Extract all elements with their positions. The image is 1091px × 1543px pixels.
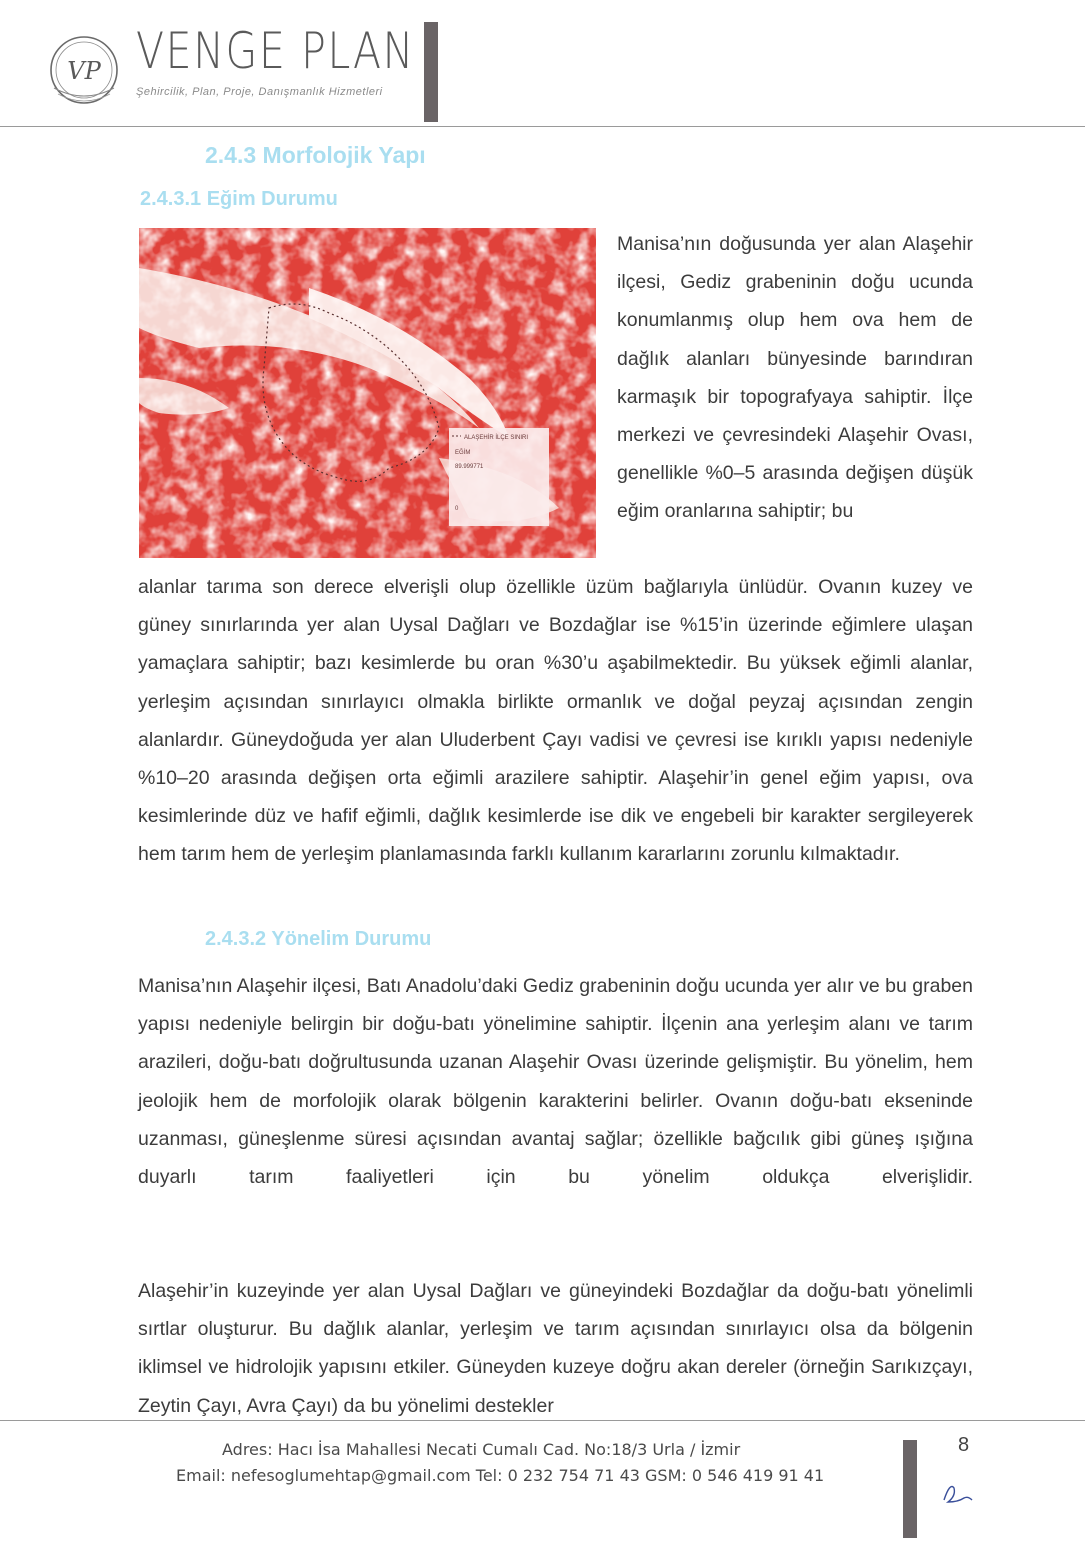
brand-tagline: Şehircilik, Plan, Proje, Danışmanlık Hizmetleri <box>136 86 383 98</box>
orientation-paragraph-2: Alaşehir’in kuzeyinde yer alan Uysal Dağları ve güneyindeki Bozdağlar da doğu-batı yönelimli sırtlar oluşturur. Bu dağlık alanlar, yerleşim ve tarım açısından sınırlayıcı olsa da bölgenin iklimsel ve hidrolojik yapısını etkiler. Güneyden kuzeye doğru akan dereler (örneğin Sarıkızçayı, Zeytin Çayı, Avra Çayı) da bu yönelimi destekler <box>138 1280 973 1417</box>
section-heading: 2.4.3 Morfolojik Yapı <box>205 142 426 168</box>
slope-body-paragraph: alanlar tarıma son derece elverişli olup özellikle üzüm bağlarıyla ünlüdür. Ovanın kuzey ve güney sınırlarında yer alan Uysal Dağları ve Bozdağlar ise %15’in üzerinde eğimlere ulaşan yamaçlara sahiptir; bazı kesimlerde bu oran %30’u aşabilmektedir. Bu yüksek eğimli alanlar, yerleşim açısından sınırlayıcı olmakla birlikte ormanlık ve doğal peyzaj açısından zengin alanlardır. Güneydoğuda yer alan Uluderbent Çayı vadisi ve çevresi ise kırıklı yapısı nedeniyle %10–20 arasında değişen orta eğimli arazilere sahiptir. Alaşehir’in genel eğim yapısı, ova kesimlerinde düz ve hafif eğimli, dağlık kesimlerde ise dik ve engebeli bir karakter sergileyerek hem tarım hem de yerleşim planlamasında farklı kullanım kararlarını zorunlu kılmaktadır. <box>138 576 973 866</box>
orientation-paragraph-1: Manisa’nın Alaşehir ilçesi, Batı Anadolu’daki Gediz grabeninin doğu ucunda yer alır ve bu graben yapısı nedeniyle belirgin bir doğu-batı yönelimine sahiptir. İlçenin ana yerleşim alanı ve tarım arazileri, doğu-batı doğrultusunda uzanan Alaşehir Ovası üzerinde gelişmiştir. Bu yönelim, hem jeolojik hem de morfolojik olarak bölgenin karakterini belirler. Ovanın doğu-batı ekseninde uzanması, güneşlenme süresi açısından avantaj sağlar; özellikle bağcılık gibi güneş ışığına duyarlı tarım faaliyetleri için bu yönelim oldukça elverişlidir. <box>138 975 973 1189</box>
map-legend-max: 89.999771 <box>455 464 484 470</box>
venge-plan-logo-icon <box>44 30 124 110</box>
footer-address: Adres: Hacı İsa Mahallesi Necati Cumalı Cad. No:18/3 Urla / İzmir <box>222 1440 741 1459</box>
footer-contact: Email: nefesoglumehtap@gmail.com Tel: 0 232 754 71 43 GSM: 0 546 419 91 41 <box>176 1466 825 1485</box>
header-accent-bar <box>424 22 438 122</box>
map-legend-title: EĞİM <box>455 450 471 456</box>
logo-initials: VP <box>67 57 101 85</box>
brand-name: VENGE PLAN <box>136 22 415 80</box>
subsection-heading-slope: 2.4.3.1 Eğim Durumu <box>140 188 338 210</box>
slope-intro-paragraph: Manisa’nın doğusunda yer alan Alaşehir ilçesi, Gediz grabeninin doğu ucunda konumlanmış olup hem ova hem de dağlık alanları bünyesinde barındıran karmaşık bir topografyaya sahiptir. İlçe merkezi ve çevresindeki Alaşehir Ovası, genellikle %0–5 arasında değişen düşük eğim oranlarına sahiptir; bu <box>617 233 973 523</box>
header-divider <box>0 126 1085 127</box>
footer-accent-bar <box>903 1440 917 1538</box>
signature-icon <box>940 1478 976 1508</box>
slope-map-image <box>139 228 596 558</box>
subsection-heading-orientation: 2.4.3.2 Yönelim Durumu <box>205 928 432 950</box>
map-legend-boundary: ALAŞEHİR İLÇE SINIRI <box>464 435 529 441</box>
page-header <box>0 0 1091 130</box>
page-number: 8 <box>958 1434 970 1456</box>
footer-divider <box>0 1420 1085 1421</box>
map-legend-min: 0 <box>455 506 459 512</box>
